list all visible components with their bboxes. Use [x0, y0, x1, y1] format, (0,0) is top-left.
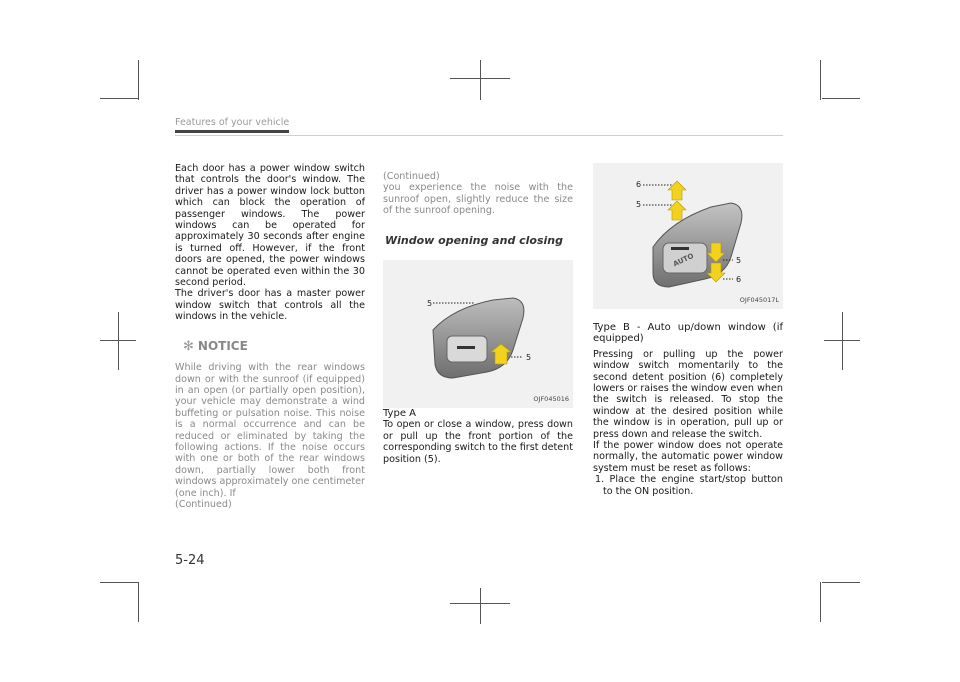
- figure-type-a: [383, 260, 573, 408]
- registration-mark: [480, 588, 481, 624]
- type-b-body: Pressing or pulling up the power window switch momentarily to the second detent position (6) completely lowers or raises the window even when the switch is released. To stop the window at the desired position while the window is in operation, pull up or press down and release the switch.: [593, 348, 783, 440]
- callout-label: 5: [636, 200, 642, 209]
- figure-type-b: [593, 163, 783, 309]
- column-middle: [383, 163, 573, 465]
- crop-mark: [138, 582, 139, 622]
- callout-label: 5: [526, 353, 532, 363]
- registration-mark: [118, 312, 119, 370]
- crop-mark: [822, 98, 860, 99]
- notice-heading: [183, 338, 365, 354]
- crop-mark: [822, 582, 860, 583]
- auto-switch-illustration: [593, 163, 783, 309]
- page-header: [175, 117, 783, 136]
- auto-button-label: AUTO: [672, 251, 696, 269]
- registration-mark: [842, 312, 843, 370]
- crop-mark: [100, 98, 138, 99]
- switch-illustration: [383, 260, 573, 408]
- type-a-title: Type A: [383, 408, 416, 420]
- registration-mark: [480, 60, 481, 100]
- reset-intro: If the power window does not operate normally, the automatic power window system must be reset as follows:: [593, 440, 783, 474]
- column-right: [593, 163, 783, 497]
- section-title: Window opening and closing: [385, 233, 564, 247]
- master-switch-paragraph: The driver's door has a master power window switch that controls all the windows in the vehicle.: [175, 288, 365, 323]
- callout-label: 6: [736, 275, 742, 284]
- intro-paragraph: Each door has a power window switch that controls the door's window. The driver has a power window lock button which can block the operation of passenger windows. The power windows can be operated for approximately 30 seconds after engine is turned off. However, if the front doors are opened, the power windows cannot be operated even within the 30 second period.: [175, 163, 365, 289]
- notice-star-icon: ✻: [183, 338, 194, 354]
- notice-body: While driving with the rear windows down or with the sunroof (if equipped) in an open (or partially open position), your vehicle may demonstrate a wind buffeting or pulsation noise. This noise is a normal occurrence and can be reduced or eliminated by taking the following actions. If the noise occurs with one or both of the rear windows down, partially lower both front windows approximately one centimeter (one inch). If: [175, 362, 365, 499]
- continued-label: (Continued): [175, 498, 232, 510]
- list-item: 1. Place the engine start/stop button to the ON position.: [595, 474, 783, 497]
- figure-code: OJF045017L: [739, 295, 779, 304]
- page-number: 5-24: [175, 553, 205, 568]
- crop-mark: [138, 60, 139, 100]
- type-b-title: Type B - Auto up/down window (if equipped): [593, 322, 783, 345]
- figure-code: OJF045016: [533, 394, 569, 403]
- section-header-title: Features of your vehicle: [175, 117, 289, 133]
- column-left: [175, 163, 365, 510]
- callout-label: 5: [427, 299, 433, 309]
- crop-mark: [820, 60, 821, 100]
- type-a-body: To open or close a window, press down or pull up the front portion of the corresponding switch to the first detent position (5).: [383, 419, 574, 465]
- callout-label: 6: [636, 180, 642, 189]
- callout-label: 5: [736, 256, 742, 265]
- crop-mark: [100, 582, 138, 583]
- crop-mark: [820, 582, 821, 622]
- continued-label: (Continued): [383, 171, 440, 182]
- notice-tail: you experience the noise with the sunroof open, slightly reduce the size of the sunroof opening.: [383, 182, 573, 217]
- notice-title: NOTICE: [197, 338, 248, 353]
